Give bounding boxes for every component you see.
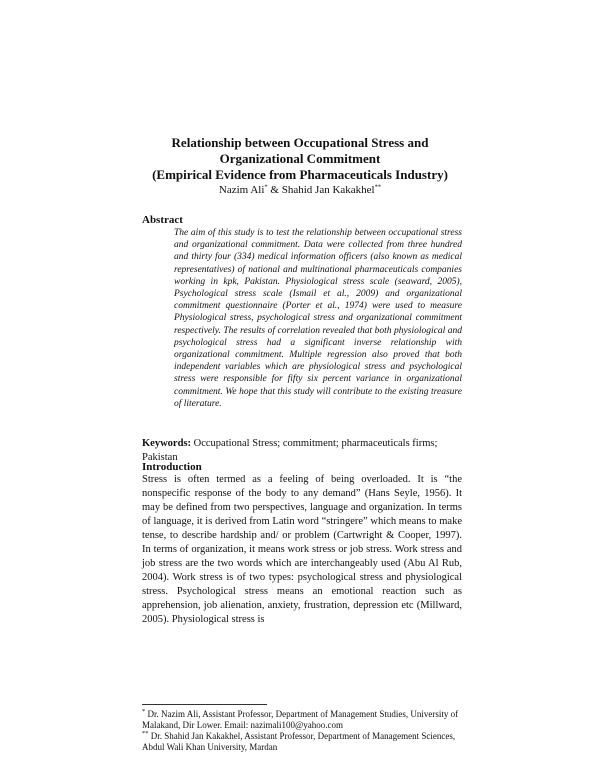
abstract-heading: Abstract	[142, 214, 183, 226]
abstract-text: The aim of this study is to test the relationship between occupational stress and organizational commitment. Data were collected from three hundred and thirty four (334) medical information officers (also known as medical representatives) of national and multinational pharmaceuticals companies working in kpk, Pakistan. Physiological stress scale (seaward, 2005), Psychological stress scale (Ismail et al., 2009) and organizational commitment questionnaire (Porter et al., 1974) were used to measure Physiological stress, psychological stress and organizational commitment respectively. The results of correlation revealed that both physiological and psychological stress had a significant inverse relationship with organizational commitment. Multiple regression also proved that both independent variables which are physiological stress and psychological stress were responsible for fifty six percent variance in organizational commitment. We hope that this study will contribute to the existing treasure of literature.	[174, 228, 462, 409]
introduction-heading: Introduction	[142, 461, 202, 473]
introduction-text: Stress is often termed as a feeling of being overloaded. It is “the nonspecific response of the body to any demand” (Hans Seyle, 1956). It may be defined from two perspectives, language and organization. In terms of language, it is derived from Latin word “stringere” which means to make tense, to describe hardship and/ or problem (Cartwright & Cooper, 1997). In terms of organization, it means work stress or job stress. Work stress and job stress are the two words which are interchangeably used (Abu Al Rub, 2004). Work stress is of two types: psychological stress and physiological stress. Psychological stress means an emotional reaction such as apprehension, job alienation, anxiety, frustration, depression etc (Millward, 2005). Physiological stress is	[142, 474, 462, 626]
title-line-1: Relationship between Occupational Stress and	[171, 135, 429, 150]
author-2-name: Shahid Jan Kakakhel	[281, 184, 375, 196]
author-2-footnote-mark: **	[374, 183, 382, 191]
footnote-divider	[142, 704, 267, 705]
footnotes	[142, 709, 462, 753]
keywords-label: Keywords:	[142, 438, 191, 449]
author-1-footnote-mark: *	[264, 183, 268, 191]
footnote-2	[142, 731, 462, 753]
author-separator: &	[267, 184, 282, 196]
title-line-2: Organizational Commitment	[219, 151, 381, 166]
paper-title	[0, 135, 600, 183]
footnote-2-text: Dr. Shahid Jan Kakakhel, Assistant Professor, Department of Management Sciences, Abdul Wali Khan University, Mardan	[142, 731, 456, 752]
footnote-1	[142, 709, 462, 731]
author-line	[0, 183, 600, 197]
footnote-1-text: Dr. Nazim Ali, Assistant Professor, Department of Management Studies, University of Malakand, Dir Lower. Email: nazimali100@yahoo.com	[142, 709, 459, 730]
author-1-name: Nazim Ali	[218, 184, 265, 196]
keywords-text: Occupational Stress; commitment; pharmaceuticals firms; Pakistan	[142, 438, 438, 463]
footnote-1-mark: *	[142, 708, 146, 715]
footnote-2-mark: **	[142, 730, 149, 737]
title-line-3: (Empirical Evidence from Pharmaceuticals Industry)	[152, 167, 448, 182]
